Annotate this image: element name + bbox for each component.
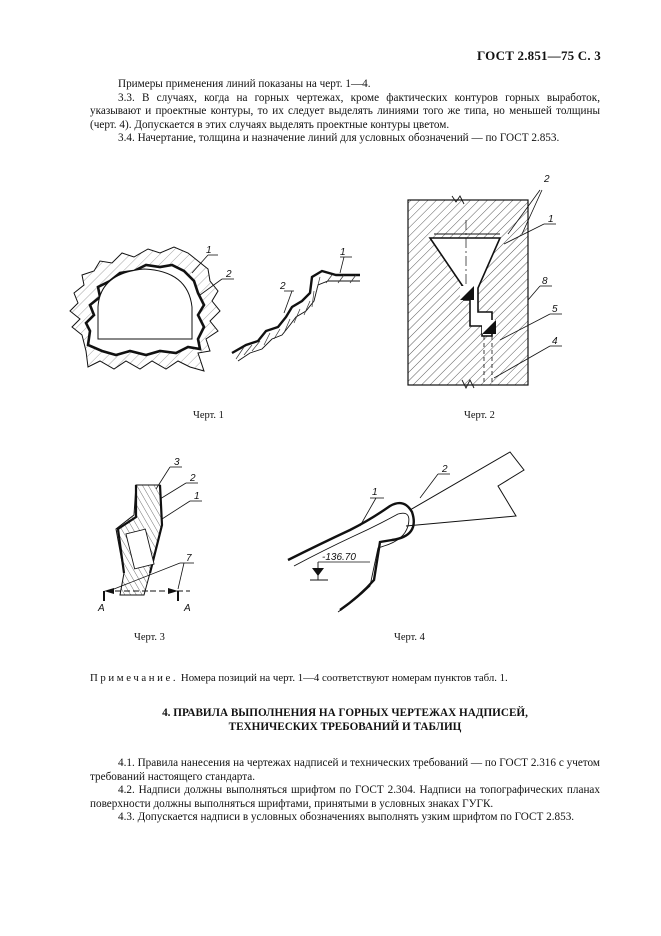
fig2-label-4: 4 bbox=[552, 336, 558, 347]
fig1-label-1: 1 bbox=[206, 245, 212, 256]
fig3-label-3: 3 bbox=[174, 457, 180, 468]
figure-3 bbox=[90, 455, 230, 620]
note bbox=[90, 672, 508, 684]
paragraph-4-3: 4.3. Допускается надписи в условных обозначениях выполнять узким шрифтом по ГОСТ 2.853. bbox=[118, 811, 575, 824]
page-header: ГОСТ 2.851—75 С. 3 bbox=[476, 48, 601, 63]
caption-figure-3: Черт. 3 bbox=[134, 632, 165, 643]
fig3-label-7: 7 bbox=[186, 553, 192, 564]
fig4-elevation: -136.70 bbox=[322, 552, 356, 563]
paragraph-3-4: 3.4. Начертание, толщина и назначение линий для условных обозначений — по ГОСТ 2.853. bbox=[118, 132, 560, 145]
caption-figure-2: Черт. 2 bbox=[464, 410, 495, 421]
fig3-label-a-right: А bbox=[184, 603, 191, 614]
fig2-label-5: 5 bbox=[552, 304, 558, 315]
fig3-label-1: 1 bbox=[194, 491, 200, 502]
caption-figure-4: Черт. 4 bbox=[394, 632, 425, 643]
paragraph-4-1: 4.1. Правила нанесения на чертежах надписей и технических требований — по ГОСТ 2.316 с учетом требований настоящего стандарта. bbox=[90, 757, 600, 783]
figure-4 bbox=[280, 440, 560, 615]
fig2-label-8: 8 bbox=[542, 276, 548, 287]
text-block-bottom bbox=[90, 757, 600, 825]
fig1-label-1b: 1 bbox=[340, 247, 346, 258]
paragraph-4-2: 4.2. Надписи должны выполняться шрифтом по ГОСТ 2.304. Надписи на топографических планах поверхности должны выполняться шрифтами, принятыми в условных знаках ГУГК. bbox=[90, 784, 600, 810]
fig3-label-a-left: А bbox=[98, 603, 105, 614]
fig3-label-2: 2 bbox=[190, 473, 196, 484]
fig1-label-2: 2 bbox=[226, 269, 232, 280]
paragraph-intro: Примеры применения линий показаны на черт. 1—4. bbox=[118, 78, 371, 90]
fig2-label-2: 2 bbox=[544, 174, 550, 185]
fig1-label-2b: 2 bbox=[280, 281, 286, 292]
caption-figure-1: Черт. 1 bbox=[193, 410, 224, 421]
note-lead: Примечание. bbox=[90, 672, 179, 684]
figure-2 bbox=[400, 160, 580, 395]
note-text: Номера позиций на черт. 1—4 соответствуют номерам пунктов табл. 1. bbox=[178, 672, 508, 684]
section-4-heading bbox=[90, 706, 600, 734]
section-heading-line-1: 4. ПРАВИЛА ВЫПОЛНЕНИЯ НА ГОРНЫХ ЧЕРТЕЖАХ НАДПИСЕЙ, bbox=[162, 707, 528, 719]
fig4-label-1: 1 bbox=[372, 487, 378, 498]
fig4-label-2: 2 bbox=[442, 464, 448, 475]
section-heading-line-2: ТЕХНИЧЕСКИХ ТРЕБОВАНИЙ И ТАБЛИЦ bbox=[228, 721, 462, 733]
fig2-label-1: 1 bbox=[548, 214, 554, 225]
paragraph-3-3: 3.3. В случаях, когда на горных чертежах, кроме фактических контуров горных выработок, указывают и проектные контуры, то их следует выделять линиями того же типа, но меньшей толщины (черт. 4). Допускается в этих случаях выделять проектные контуры цветом. bbox=[90, 91, 600, 131]
figure-1 bbox=[60, 235, 370, 400]
text-block-top bbox=[90, 78, 600, 146]
